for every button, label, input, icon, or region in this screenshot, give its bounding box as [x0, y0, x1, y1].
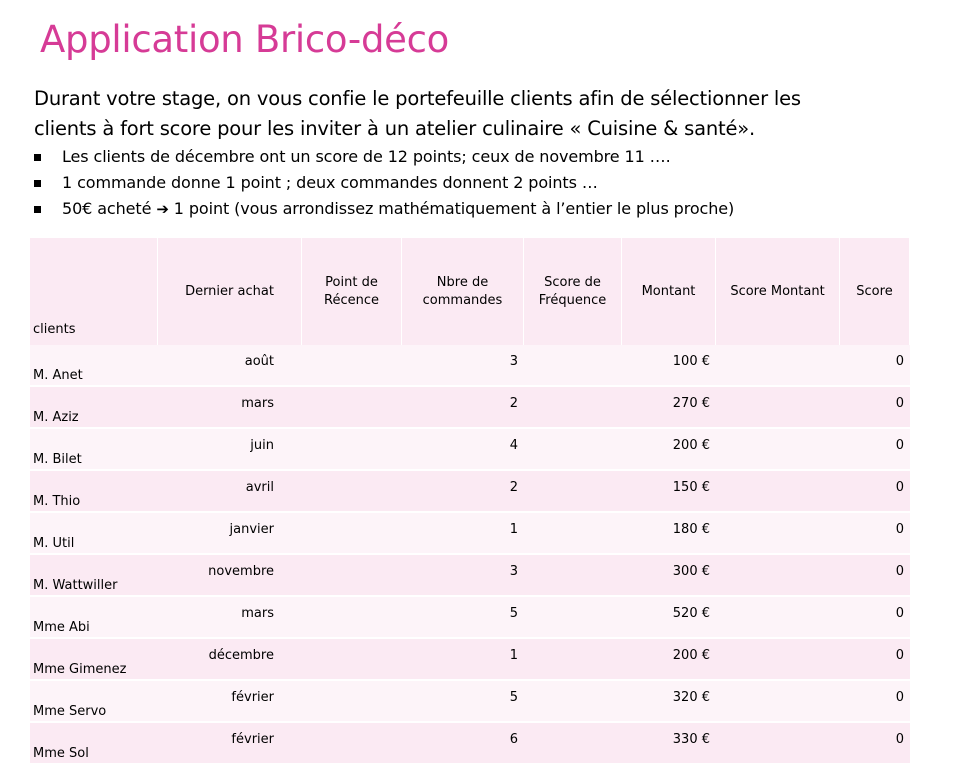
table-header-row [30, 238, 910, 345]
cell-nbre-commandes: 2 [402, 471, 524, 513]
cell-score-montant [716, 387, 840, 429]
cell-point-recence [302, 429, 402, 471]
intro-line-2: clients à fort score pour les inviter à un atelier culinaire « Cuisine & santé». [34, 117, 755, 140]
header-score-montant: Score Montant [716, 238, 840, 345]
cell-dernier-achat: janvier [158, 513, 302, 555]
intro-line-1: Durant votre stage, on vous confie le portefeuille clients afin de sélectionner les [34, 87, 801, 110]
header-clients: clients [30, 238, 158, 345]
cell-score: 0 [840, 513, 910, 555]
cell-nbre-commandes: 4 [402, 429, 524, 471]
cell-client: M. Bilet [30, 429, 158, 471]
arrow-right-icon: ➔ [156, 200, 169, 218]
cell-client: Mme Servo [30, 681, 158, 723]
cell-client: M. Wattwiller [30, 555, 158, 597]
cell-client: M. Aziz [30, 387, 158, 429]
square-bullet-icon [34, 154, 41, 161]
table-row [30, 597, 910, 639]
cell-score-frequence [524, 345, 622, 387]
cell-nbre-commandes: 3 [402, 555, 524, 597]
cell-montant: 200 € [622, 639, 716, 681]
cell-score-montant [716, 723, 840, 765]
rule-item [34, 196, 934, 222]
cell-dernier-achat: novembre [158, 555, 302, 597]
cell-dernier-achat: mars [158, 387, 302, 429]
cell-nbre-commandes: 5 [402, 597, 524, 639]
cell-montant: 180 € [622, 513, 716, 555]
cell-nbre-commandes: 1 [402, 639, 524, 681]
cell-score-frequence [524, 597, 622, 639]
header-nbre-commandes: Nbre de commandes [402, 238, 524, 345]
cell-client: M. Thio [30, 471, 158, 513]
cell-dernier-achat: août [158, 345, 302, 387]
cell-client: Mme Sol [30, 723, 158, 765]
table-row [30, 639, 910, 681]
square-bullet-icon [34, 206, 41, 213]
cell-point-recence [302, 681, 402, 723]
cell-score-frequence [524, 387, 622, 429]
cell-dernier-achat: décembre [158, 639, 302, 681]
cell-score-montant [716, 471, 840, 513]
rule-text: 50€ acheté [62, 199, 157, 218]
cell-score: 0 [840, 429, 910, 471]
cell-point-recence [302, 471, 402, 513]
rule-text: Les clients de décembre ont un score de 12 points; ceux de novembre 11 …. [62, 147, 671, 166]
table-row [30, 387, 910, 429]
cell-dernier-achat: février [158, 681, 302, 723]
cell-client: Mme Abi [30, 597, 158, 639]
table-row [30, 345, 910, 387]
cell-dernier-achat: février [158, 723, 302, 765]
page-title: Application Brico-déco [40, 18, 450, 61]
cell-score-frequence [524, 639, 622, 681]
clients-table [30, 238, 910, 765]
cell-nbre-commandes: 6 [402, 723, 524, 765]
cell-nbre-commandes: 2 [402, 387, 524, 429]
cell-score-frequence [524, 723, 622, 765]
cell-point-recence [302, 555, 402, 597]
cell-montant: 300 € [622, 555, 716, 597]
cell-montant: 520 € [622, 597, 716, 639]
cell-montant: 320 € [622, 681, 716, 723]
cell-client: M. Anet [30, 345, 158, 387]
table-row [30, 513, 910, 555]
cell-score: 0 [840, 723, 910, 765]
cell-score-montant [716, 345, 840, 387]
cell-score-frequence [524, 429, 622, 471]
cell-nbre-commandes: 1 [402, 513, 524, 555]
cell-point-recence [302, 597, 402, 639]
cell-montant: 100 € [622, 345, 716, 387]
cell-score: 0 [840, 387, 910, 429]
rule-text: 1 commande donne 1 point ; deux commandes donnent 2 points … [62, 173, 598, 192]
cell-montant: 270 € [622, 387, 716, 429]
cell-score: 0 [840, 471, 910, 513]
cell-montant: 150 € [622, 471, 716, 513]
rule-item [34, 170, 934, 196]
header-montant: Montant [622, 238, 716, 345]
cell-montant: 200 € [622, 429, 716, 471]
table-row [30, 429, 910, 471]
table-row [30, 723, 910, 765]
cell-point-recence [302, 723, 402, 765]
cell-score-frequence [524, 555, 622, 597]
cell-score-montant [716, 681, 840, 723]
cell-client: Mme Gimenez [30, 639, 158, 681]
cell-point-recence [302, 639, 402, 681]
cell-score-montant [716, 429, 840, 471]
cell-score-montant [716, 597, 840, 639]
rule-text: 1 point (vous arrondissez mathématiquement à l’entier le plus proche) [168, 199, 735, 218]
cell-score-frequence [524, 471, 622, 513]
cell-score-frequence [524, 681, 622, 723]
cell-score: 0 [840, 639, 910, 681]
cell-score: 0 [840, 555, 910, 597]
cell-point-recence [302, 345, 402, 387]
cell-dernier-achat: mars [158, 597, 302, 639]
header-point-recence: Point de Récence [302, 238, 402, 345]
cell-score: 0 [840, 597, 910, 639]
cell-client: M. Util [30, 513, 158, 555]
header-score-frequence: Score de Fréquence [524, 238, 622, 345]
header-score: Score [840, 238, 910, 345]
cell-score: 0 [840, 681, 910, 723]
cell-point-recence [302, 513, 402, 555]
rule-item [34, 144, 934, 170]
cell-score-montant [716, 639, 840, 681]
cell-dernier-achat: juin [158, 429, 302, 471]
cell-nbre-commandes: 5 [402, 681, 524, 723]
table-row [30, 471, 910, 513]
cell-dernier-achat: avril [158, 471, 302, 513]
cell-point-recence [302, 387, 402, 429]
rules-list [34, 144, 934, 222]
cell-score-montant [716, 555, 840, 597]
cell-score-montant [716, 513, 840, 555]
cell-nbre-commandes: 3 [402, 345, 524, 387]
table-row [30, 681, 910, 723]
intro-text [34, 84, 934, 144]
header-dernier-achat: Dernier achat [158, 238, 302, 345]
table-row [30, 555, 910, 597]
square-bullet-icon [34, 180, 41, 187]
cell-montant: 330 € [622, 723, 716, 765]
cell-score-frequence [524, 513, 622, 555]
cell-score: 0 [840, 345, 910, 387]
